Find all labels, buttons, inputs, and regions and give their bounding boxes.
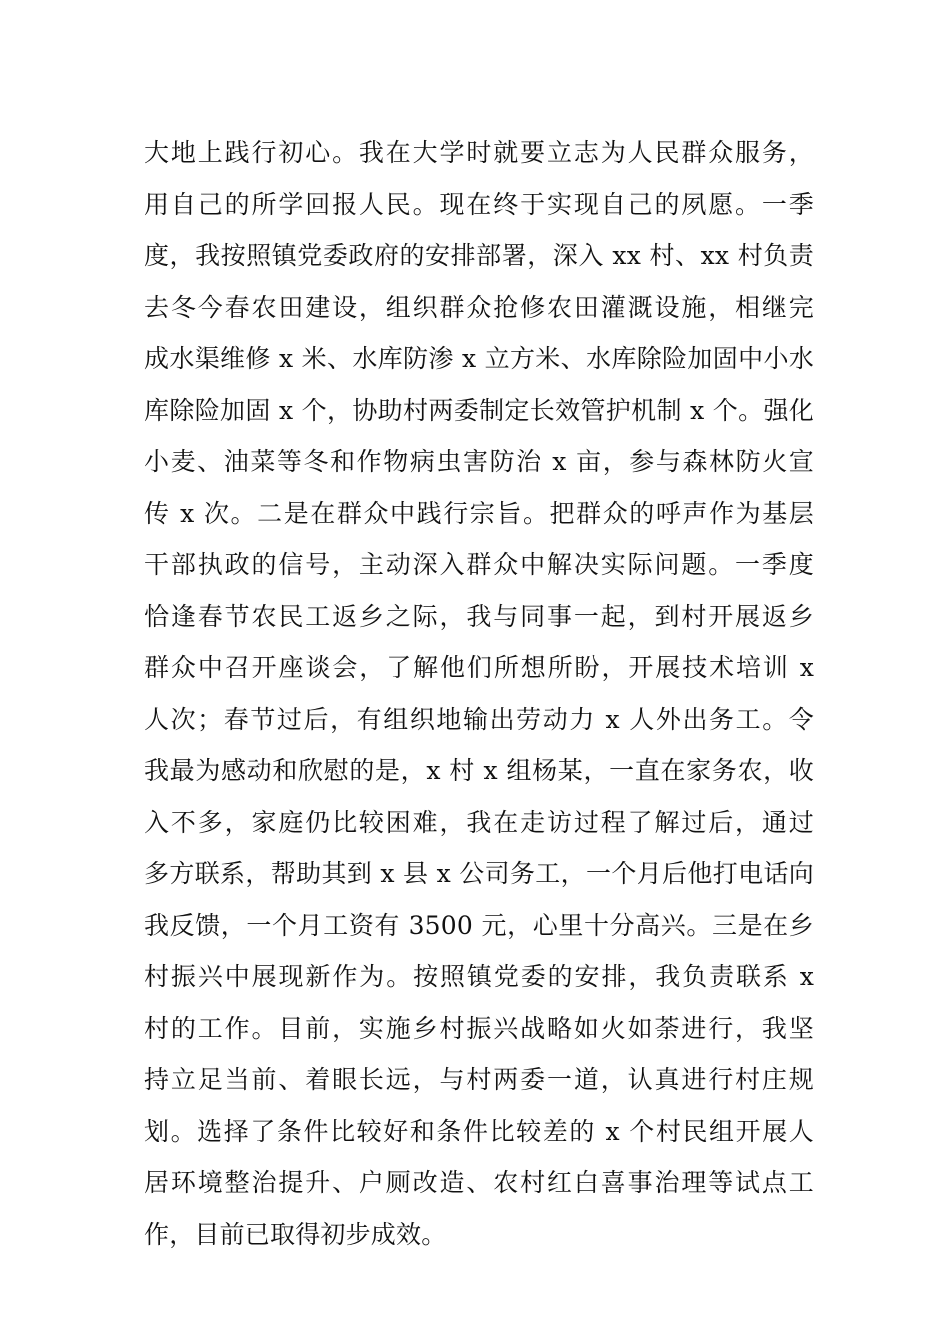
text-line: 我最为感动和欣慰的是，x 村 x 组杨某，一直在家务农，收 [144,756,814,785]
text-line: 群众中召开座谈会，了解他们所想所盼，开展技术培训 x [144,653,814,682]
text-line: 库除险加固 x 个，协助村两委制定长效管护机制 x 个。强化 [144,395,814,425]
body-text [144,127,814,1260]
text-line: 持立足当前、着眼长远，与村两委一道，认真进行村庄规 [144,1065,814,1094]
text-line: 干部执政的信号，主动深入群众中解决实际问题。一季度 [144,550,814,579]
text-line: 村振兴中展现新作为。按照镇党委的安排，我负责联系 x [144,962,814,991]
text-line: 传 x 次。二是在群众中践行宗旨。把群众的呼声作为基层 [144,498,814,528]
text-line: 多方联系，帮助其到 x 县 x 公司务工，一个月后他打电话向 [144,859,814,888]
text-line: 大地上践行初心。我在大学时就要立志为人民群众服务， [144,138,814,167]
text-line: 划。选择了条件比较好和条件比较差的 x 个村民组开展人 [144,1116,814,1146]
text-line: 度，我按照镇党委政府的安排部署，深入 xx 村、xx 村负责 [144,241,814,270]
text-line: 小麦、油菜等冬和作物病虫害防治 x 亩，参与森林防火宣 [144,447,814,476]
text-line: 用自己的所学回报人民。现在终于实现自己的夙愿。一季 [144,189,814,219]
text-line: 作，目前已取得初步成效。 [144,1219,447,1249]
text-line: 去冬今春农田建设，组织群众抢修农田灌溉设施，相继完 [144,292,814,322]
text-line: 村的工作。目前，实施乡村振兴战略如火如荼进行，我坚 [144,1013,814,1043]
text-line: 入不多，家庭仍比较困难，我在走访过程了解过后，通过 [144,807,814,837]
text-line: 成水渠维修 x 米、水库防渗 x 立方米、水库除险加固中小水 [144,344,814,373]
text-line: 人次；春节过后，有组织地输出劳动力 x 人外出务工。令 [144,704,814,734]
text-line: 居环境整治提升、户厕改造、农村红白喜事治理等试点工 [144,1168,814,1197]
text-line: 恰逢春节农民工返乡之际，我与同事一起，到村开展返乡 [144,601,814,631]
text-line: 我反馈，一个月工资有 3500 元，心里十分高兴。三是在乡 [144,910,814,940]
